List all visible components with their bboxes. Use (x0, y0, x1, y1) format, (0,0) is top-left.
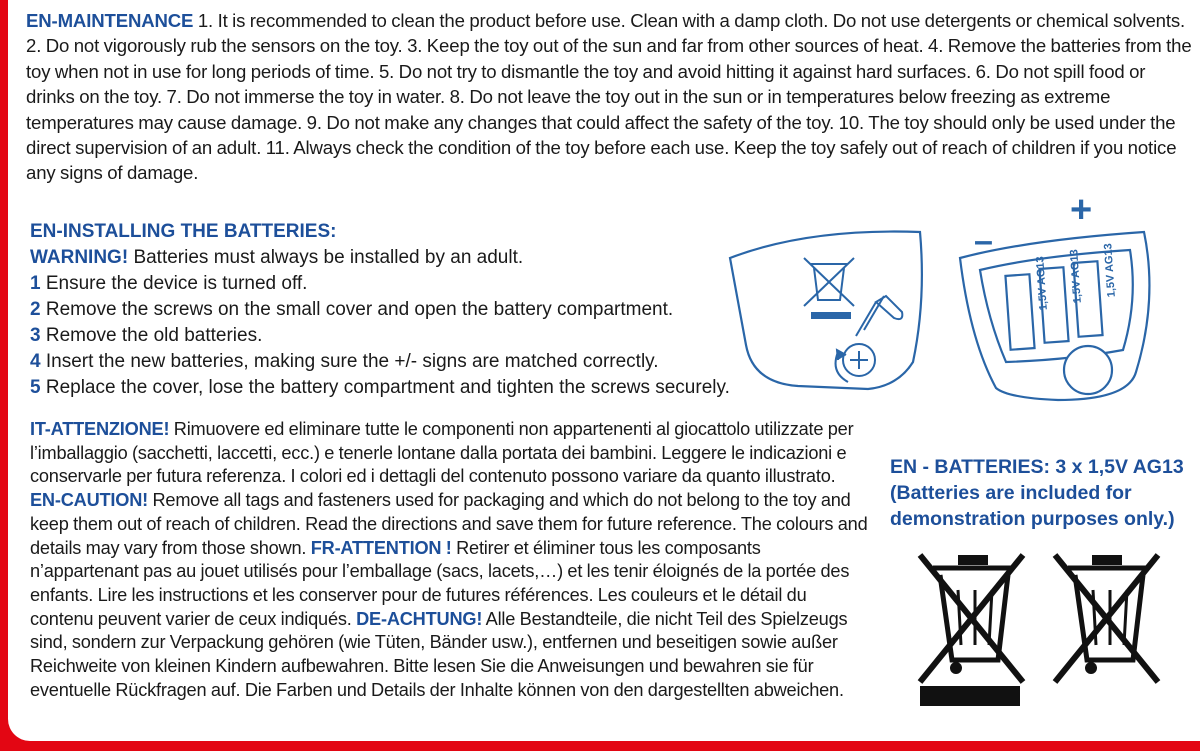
battery-label-1: 1,5V AG13 (1034, 255, 1050, 311)
fr-attention-label: FR-ATTENTION ! (310, 537, 452, 558)
step-text: Ensure the device is turned off. (45, 273, 308, 294)
de-achtung-text: Alle Bestandteile, die nicht Teil des Spielzeugs sind, sondern zur Verpackung gehören (wie Tüten, Bänder usw.), entfernen und beseitigen sowie außer Reichweite von kleinen Kindern aufbewahren. Bitte lesen Sie die Anweisungen und bewahren sie für eventuelle Rückfragen auf. Die Farben und Details der Inhalte können von den dargestellten abweichen. (30, 608, 848, 700)
step-number: 3 (30, 325, 41, 346)
step-text: Insert the new batteries, making sure the +/- signs are matched correctly. (45, 351, 659, 372)
batteries-line-2: (Batteries are included for (890, 482, 1132, 504)
it-warning-text: Rimuovere ed eliminare tutte le componenti non appartenenti al giocattolo utilizzate per l’imballaggio (sacchetti, laccetti, ecc.) e tenerle lontane dalla portata dei bambini. Leggere le indicazioni e conservarle per futura referenza. I colori ed i dettagli del contenuto possono variare da quanto illustrato. (30, 419, 854, 487)
instruction-label-card (8, 0, 1200, 741)
fr-attention-text: Retirer et éliminer tous les composants n’appartenant pas au jouet utilisés pour l’emballage (sacs, lacets,…) et les tenir éloignés de la portée des enfants. Lire les instructions et les conserver pour de futures références. Les couleurs et le détail du contenu peuvent varier de ceux indiqués. (30, 537, 850, 629)
weee-crossed-bin-icon (1055, 555, 1158, 682)
step-text: Remove the screws on the small cover and open the battery compartment. (45, 299, 674, 320)
step-text: Replace the cover, lose the battery compartment and tighten the screws securely. (45, 377, 730, 398)
installing-heading: EN-INSTALLING THE BATTERIES: (30, 221, 337, 242)
minus-sign: – (974, 222, 993, 260)
plus-sign: + (1070, 189, 1093, 231)
en-caution-text: Remove all tags and fasteners used for packaging and which do not belong to the toy and keep them out of reach of children. Read the directions and save them for future reference. The colours and details may vary from those shown. (30, 490, 868, 558)
step-number: 4 (30, 351, 41, 372)
weee-crossed-bin-icon (920, 555, 1023, 706)
it-warning-label: IT-ATTENZIONE! (30, 419, 170, 439)
weee-symbols (8, 0, 1200, 741)
step-number: 5 (30, 377, 41, 398)
batteries-line-1: EN - BATTERIES: 3 x 1,5V AG13 (890, 456, 1184, 478)
battery-label-3: 1,5V AG13 (1102, 242, 1118, 298)
step-number: 1 (30, 273, 41, 294)
de-achtung-label: DE-ACHTUNG! (356, 608, 483, 629)
step-text: Remove the old batteries. (45, 325, 263, 346)
warning-text: Batteries must always be installed by an adult. (133, 247, 524, 268)
maintenance-heading: EN-MAINTENANCE (26, 10, 194, 31)
warning-label: WARNING! (30, 247, 129, 268)
en-caution-label: EN-CAUTION! (30, 490, 149, 511)
maintenance-text: 1. It is recommended to clean the product before use. Clean with a damp cloth. Do not use detergents or chemical solvents. 2. Do not vigorously rub the sensors on the toy. 3. Keep the toy out of the sun and far from other sources of heat. 4. Remove the batteries from the toy when not in use for long periods of time. 5. Do not try to dismantle the toy and avoid hitting it against hard surfaces. 6. Do not spill food or drinks on the toy. 7. Do not immerse the toy in water. 8. Do not leave the toy out in the sun or in temperatures below freezing as extreme temperatures may cause damage. 9. Do not make any changes that could affect the safety of the toy. 10. The toy should only be used under the direct supervision of an adult. 11. Always check the condition of the toy before each use. Keep the toy safely out of reach of children if you notice any signs of damage. (26, 10, 1192, 184)
battery-label-2: 1,5V AG13 (1068, 248, 1084, 304)
step-number: 2 (30, 299, 41, 320)
batteries-line-3: demonstration purposes only.) (890, 508, 1175, 530)
